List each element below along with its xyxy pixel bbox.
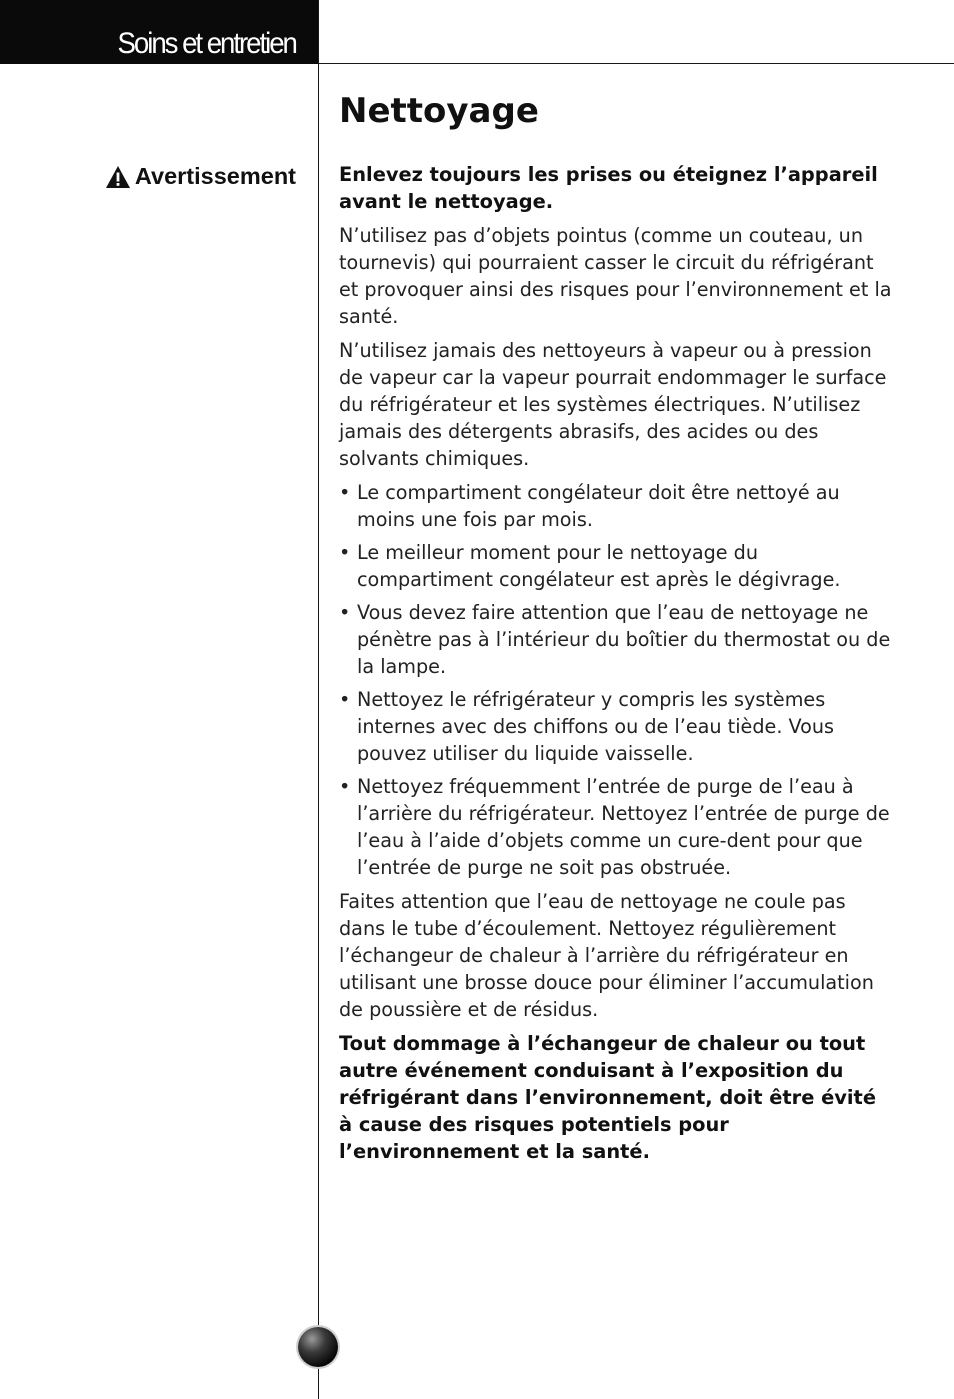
list-item: • Le compartiment congélateur doit être nettoyé au moins une fois par mois.: [339, 479, 895, 533]
warning-text: Avertissement: [134, 163, 296, 189]
cleaning-tips-list: [339, 479, 895, 881]
page-marker-dot: [298, 1327, 338, 1367]
list-item: • Nettoyez le réfrigérateur y compris les systèmes internes avec des chiffons ou de l’eau tiède. Vous pouvez utiliser du liquide vaisselle.: [339, 686, 895, 767]
header-rule: [318, 63, 954, 64]
closing-warning: Tout dommage à l’échangeur de chaleur ou tout autre événement conduisant à l’exposition du réfrigérant dans l’environnement, doit être évité à cause des risques potentiels pour l’environnement et la santé.: [339, 1032, 876, 1163]
section-title: Soins et entretien: [117, 27, 296, 60]
paragraph-heat-exchanger: Faites attention que l’eau de nettoyage ne coule pas dans le tube d’écoulement. Nettoyez régulièrement l’échangeur de chaleur à l’arrière du réfrigérateur en utilisant une brosse douce pour éliminer l’accumulation de poussière et de résidus.: [339, 890, 874, 1021]
list-item: • Vous devez faire attention que l’eau de nettoyage ne pénètre pas à l’intérieur du boîtier du thermostat ou de la lampe.: [339, 599, 895, 680]
warning-triangle-icon: [105, 165, 131, 189]
paragraph-steam-cleaners: N’utilisez jamais des nettoyeurs à vapeur ou à pression de vapeur car la vapeur pourrait endommager le surface du réfrigérateur et les systèmes électriques. N’utilisez jamais des détergents abrasifs, des acides ou des solvants chimiques.: [339, 339, 887, 470]
column-divider: [318, 0, 319, 1399]
cleaning-instructions: [339, 161, 895, 1172]
list-item: • Le meilleur moment pour le nettoyage du compartiment congélateur est après le dégivrage.: [339, 539, 895, 593]
paragraph-sharp-objects: N’utilisez pas d’objets pointus (comme un couteau, un tournevis) qui pourraient casser le circuit du réfrigérant et provoquer ainsi des risques pour l’environnement et la santé.: [339, 224, 892, 328]
list-item: • Nettoyez fréquemment l’entrée de purge de l’eau à l’arrière du réfrigérateur. Nettoyez l’entrée de purge de l’eau à l’aide d’objets comme un cure-dent pour que l’entrée de purge ne soit pas obstruée.: [339, 773, 895, 881]
page-title: Nettoyage: [339, 91, 539, 131]
warning-label: [105, 163, 296, 190]
lead-warning: Enlevez toujours les prises ou éteignez l’appareil avant le nettoyage.: [339, 163, 878, 213]
section-header: [0, 0, 318, 64]
